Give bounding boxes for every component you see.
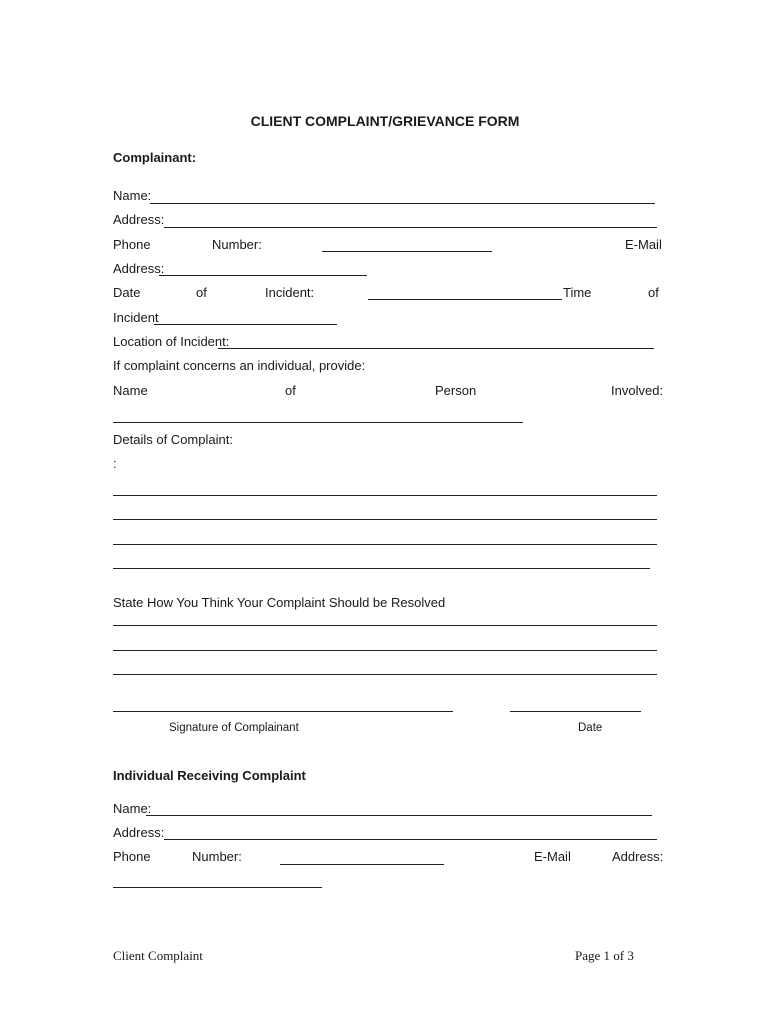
resolve-line[interactable]: [113, 625, 657, 626]
of-word: of: [196, 285, 207, 300]
complainant-email-field[interactable]: [159, 275, 367, 276]
resolve-line[interactable]: [113, 650, 657, 651]
incident-time-field[interactable]: [154, 324, 337, 325]
time-word: Time: [563, 285, 592, 300]
details-line[interactable]: [113, 568, 650, 569]
location-field[interactable]: [218, 348, 654, 349]
involved-word: Involved:: [611, 383, 664, 398]
details-label: Details of Complaint:: [113, 432, 233, 447]
complainant-address-label: Address:: [113, 212, 165, 227]
receiver-address-field[interactable]: [164, 839, 657, 840]
individual-prompt: If complaint concerns an individual, provide:: [113, 358, 366, 373]
person-involved-field[interactable]: [113, 422, 523, 423]
receiver-name-label: Name:: [113, 801, 152, 816]
footer-title: Client Complaint: [113, 948, 203, 963]
phone-word: Phone: [113, 237, 151, 252]
complainant-name-label: Name:: [113, 188, 152, 203]
person-word: Person: [435, 383, 477, 398]
receiver-address-label: Address:: [113, 825, 165, 840]
incident-word: Incident:: [265, 285, 315, 300]
receiver-email-address-label: Address:: [612, 849, 664, 864]
complainant-address-field[interactable]: [164, 227, 657, 228]
receiver-phone-word: Phone: [113, 849, 151, 864]
form-title: CLIENT COMPLAINT/GRIEVANCE FORM: [250, 113, 520, 129]
receiver-number-word: Number:: [192, 849, 242, 864]
signature-date-field[interactable]: [510, 711, 641, 712]
incident-date-field[interactable]: [368, 299, 562, 300]
details-line[interactable]: [113, 519, 657, 520]
complainant-phone-field[interactable]: [322, 251, 492, 252]
name-word: Name: [113, 383, 148, 398]
of-word-2: of: [648, 285, 659, 300]
signature-date-label: Date: [578, 722, 603, 734]
complainant-heading: Complainant:: [113, 150, 197, 165]
date-word: Date: [113, 285, 141, 300]
receiver-name-field[interactable]: [146, 815, 652, 816]
email-address-label: Address:: [113, 261, 165, 276]
resolve-line[interactable]: [113, 674, 657, 675]
details-line[interactable]: [113, 495, 657, 496]
incident-time-label: Incident: [113, 310, 159, 325]
signature-field[interactable]: [113, 711, 453, 712]
complainant-name-field[interactable]: [150, 203, 655, 204]
page-number: Page 1 of 3: [575, 948, 634, 963]
receiver-email-field[interactable]: [113, 887, 322, 888]
receiver-phone-field[interactable]: [280, 864, 444, 865]
signature-label: Signature of Complainant: [169, 722, 299, 734]
number-word: Number:: [212, 237, 262, 252]
email-word: E-Mail: [625, 237, 662, 252]
details-line[interactable]: [113, 544, 657, 545]
receiver-heading: Individual Receiving Complaint: [113, 768, 306, 783]
location-label: Location of Incident:: [113, 334, 230, 349]
details-colon: :: [113, 456, 117, 471]
resolve-label: State How You Think Your Complaint Should be Resolved: [113, 595, 446, 610]
receiver-email-word: E-Mail: [534, 849, 571, 864]
of-word-3: of: [285, 383, 296, 398]
